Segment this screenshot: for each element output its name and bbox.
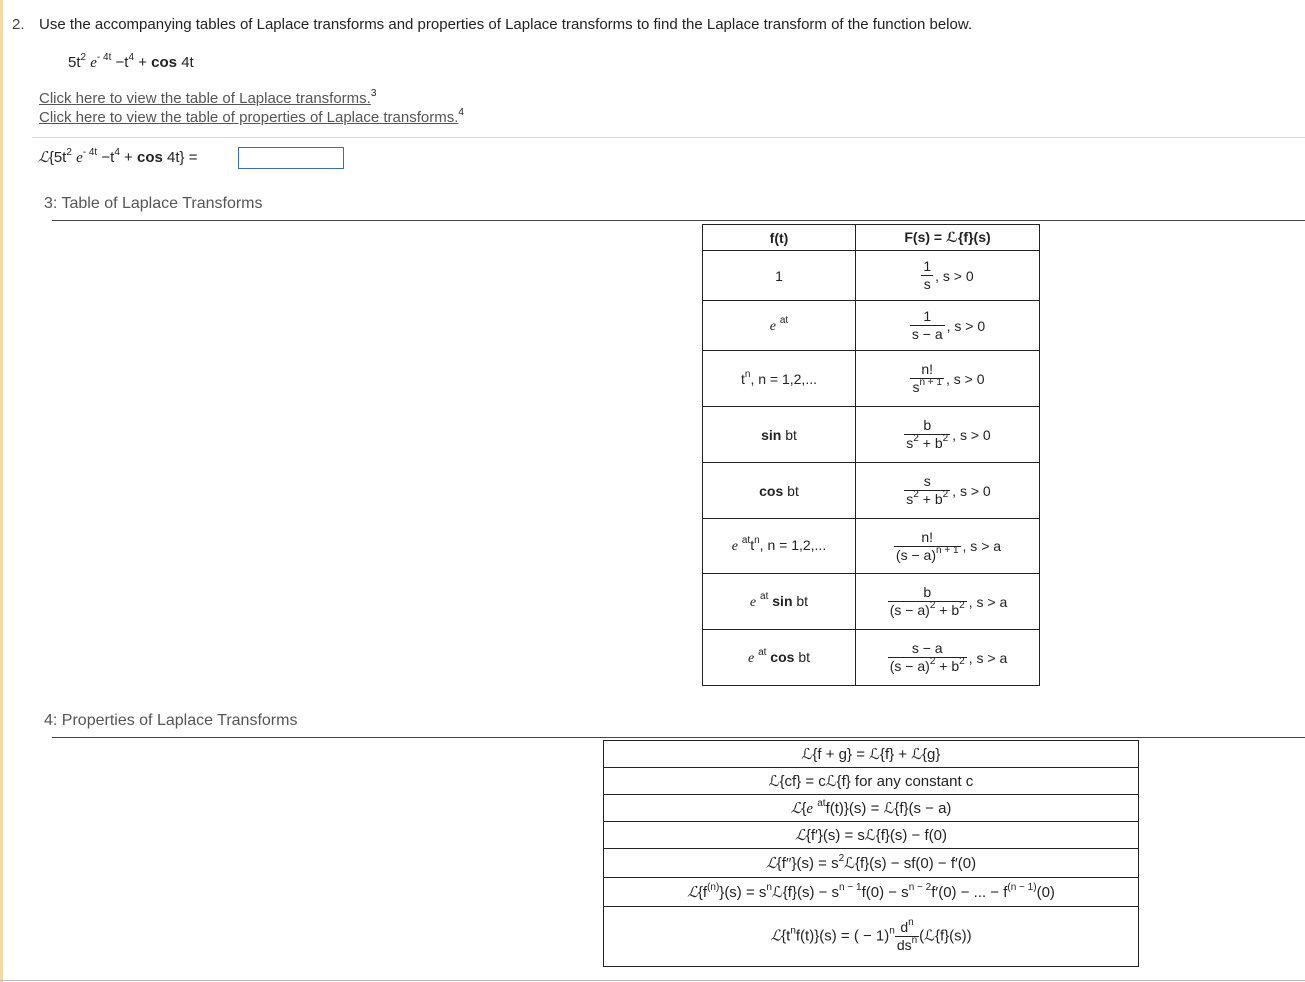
table-row <box>703 301 1040 351</box>
property-shift: ℒ{e $^{at}$f(t)}(s) = ℒ{f}(s − a) <box>604 795 1139 822</box>
property-multiplication-by-tn: $ℒ\{t^nf(t)\}(s)$ = ( − 1)$^n$ $\frac{d^n}{ds^n}$ (ℒ{f}(s)) <box>604 907 1139 967</box>
f-cell: sin bt <box>703 407 856 463</box>
bottom-border <box>0 980 1305 981</box>
f-cell: e $^{at}$ <box>703 301 856 351</box>
properties-table-link-row <box>39 109 464 126</box>
property-nth-derivative: $ℒ\{f^{(n)}\}(s)$ = $s^nℒ\{f\}(s) - s^{n - 1}f(0) - s^{n - 2}f'(0)$ − ... − $f^{(n - 1)}(0)$ <box>604 878 1139 907</box>
table-row <box>604 822 1139 849</box>
table3-rule <box>52 220 1305 221</box>
answer-input[interactable] <box>238 147 344 169</box>
divider <box>32 137 1305 138</box>
F-cell: $\frac{b}{s^2 + b^2}$ , s > 0 <box>856 407 1040 463</box>
link2-footnote: 4 <box>458 107 464 118</box>
properties-table-link[interactable]: Click here to view the table of properties of Laplace transforms. <box>39 109 459 126</box>
header-f: f(t) <box>703 225 856 251</box>
property-first-derivative: ℒ{f′}(s) = sℒ{f}(s) − f(0) <box>604 822 1139 849</box>
F-cell: $\frac{n!}{(s - a)^{n + 1}}$ , s > a <box>856 519 1040 574</box>
laplace-table-link[interactable]: Click here to view the table of Laplace transforms. <box>39 90 371 107</box>
f-cell: e $^{at}$ sin bt <box>703 574 856 630</box>
table-header-row <box>703 225 1040 251</box>
F-cell: $\frac{1}{s}$ , s > 0 <box>856 251 1040 301</box>
table-row <box>703 574 1040 630</box>
answer-expression: $ℒ\{5t^2$ $e^{- 4t} -t^4 + \cos 4t$} = <box>38 147 198 166</box>
header-F: F(s) = ℒ{f}(s) <box>856 225 1040 251</box>
f-cell: e $^{at}$ cos bt <box>703 630 856 686</box>
f-cell: $t^n$, n = 1,2,... <box>703 351 856 407</box>
table-row <box>703 463 1040 519</box>
f-cell: cos bt <box>703 463 856 519</box>
table-row <box>604 849 1139 878</box>
table-row <box>604 741 1139 768</box>
question-number: 2. <box>12 16 25 33</box>
table3-title: 3: Table of Laplace Transforms <box>44 195 263 212</box>
table-row <box>703 351 1040 407</box>
table-row <box>604 795 1139 822</box>
question-text: Use the accompanying tables of Laplace transforms and properties of Laplace transforms to find the Laplace transform of the function below. <box>39 16 973 33</box>
table-row <box>604 768 1139 795</box>
table-row <box>604 907 1139 967</box>
property-linearity: ℒ{f + g} = ℒ{f} + ℒ{g} <box>604 741 1139 768</box>
table4-rule <box>52 737 1305 738</box>
F-cell: $\frac{b}{(s - a)^2 + b^2}$ , s > a <box>856 574 1040 630</box>
property-second-derivative: ℒ{f′′}(s) = $s^2ℒ\{f\}(s) - sf(0) - f'(0)$ <box>604 849 1139 878</box>
table-row <box>703 630 1040 686</box>
laplace-table-link-row <box>39 90 376 107</box>
table-row <box>703 251 1040 301</box>
link1-footnote: 3 <box>370 88 377 99</box>
F-cell: $\frac{s - a}{(s - a)^2 + b^2}$ , s > a <box>856 630 1040 686</box>
property-scaling: ℒ{cf} = cℒ{f} for any constant c <box>604 768 1139 795</box>
laplace-properties-table <box>603 740 1139 967</box>
F-cell: $\frac{n!}{s^{n + 1}}$ , s > 0 <box>856 351 1040 407</box>
question-function: $5t^2$ $e^{- 4t} -t^4 + \cos 4t$ <box>68 52 194 71</box>
f-cell: 1 <box>703 251 856 301</box>
F-cell: $\frac{1}{s - a}$ , s > 0 <box>856 301 1040 351</box>
table-row <box>703 519 1040 574</box>
F-cell: $\frac{s}{s^2 + b^2}$ , s > 0 <box>856 463 1040 519</box>
table-row <box>703 407 1040 463</box>
f-cell: e $^{at}t^n$, n = 1,2,... <box>703 519 856 574</box>
table-row <box>604 878 1139 907</box>
left-accent-bar <box>0 0 3 982</box>
laplace-transforms-table <box>702 224 1040 686</box>
table4-title: 4: Properties of Laplace Transforms <box>44 712 298 729</box>
